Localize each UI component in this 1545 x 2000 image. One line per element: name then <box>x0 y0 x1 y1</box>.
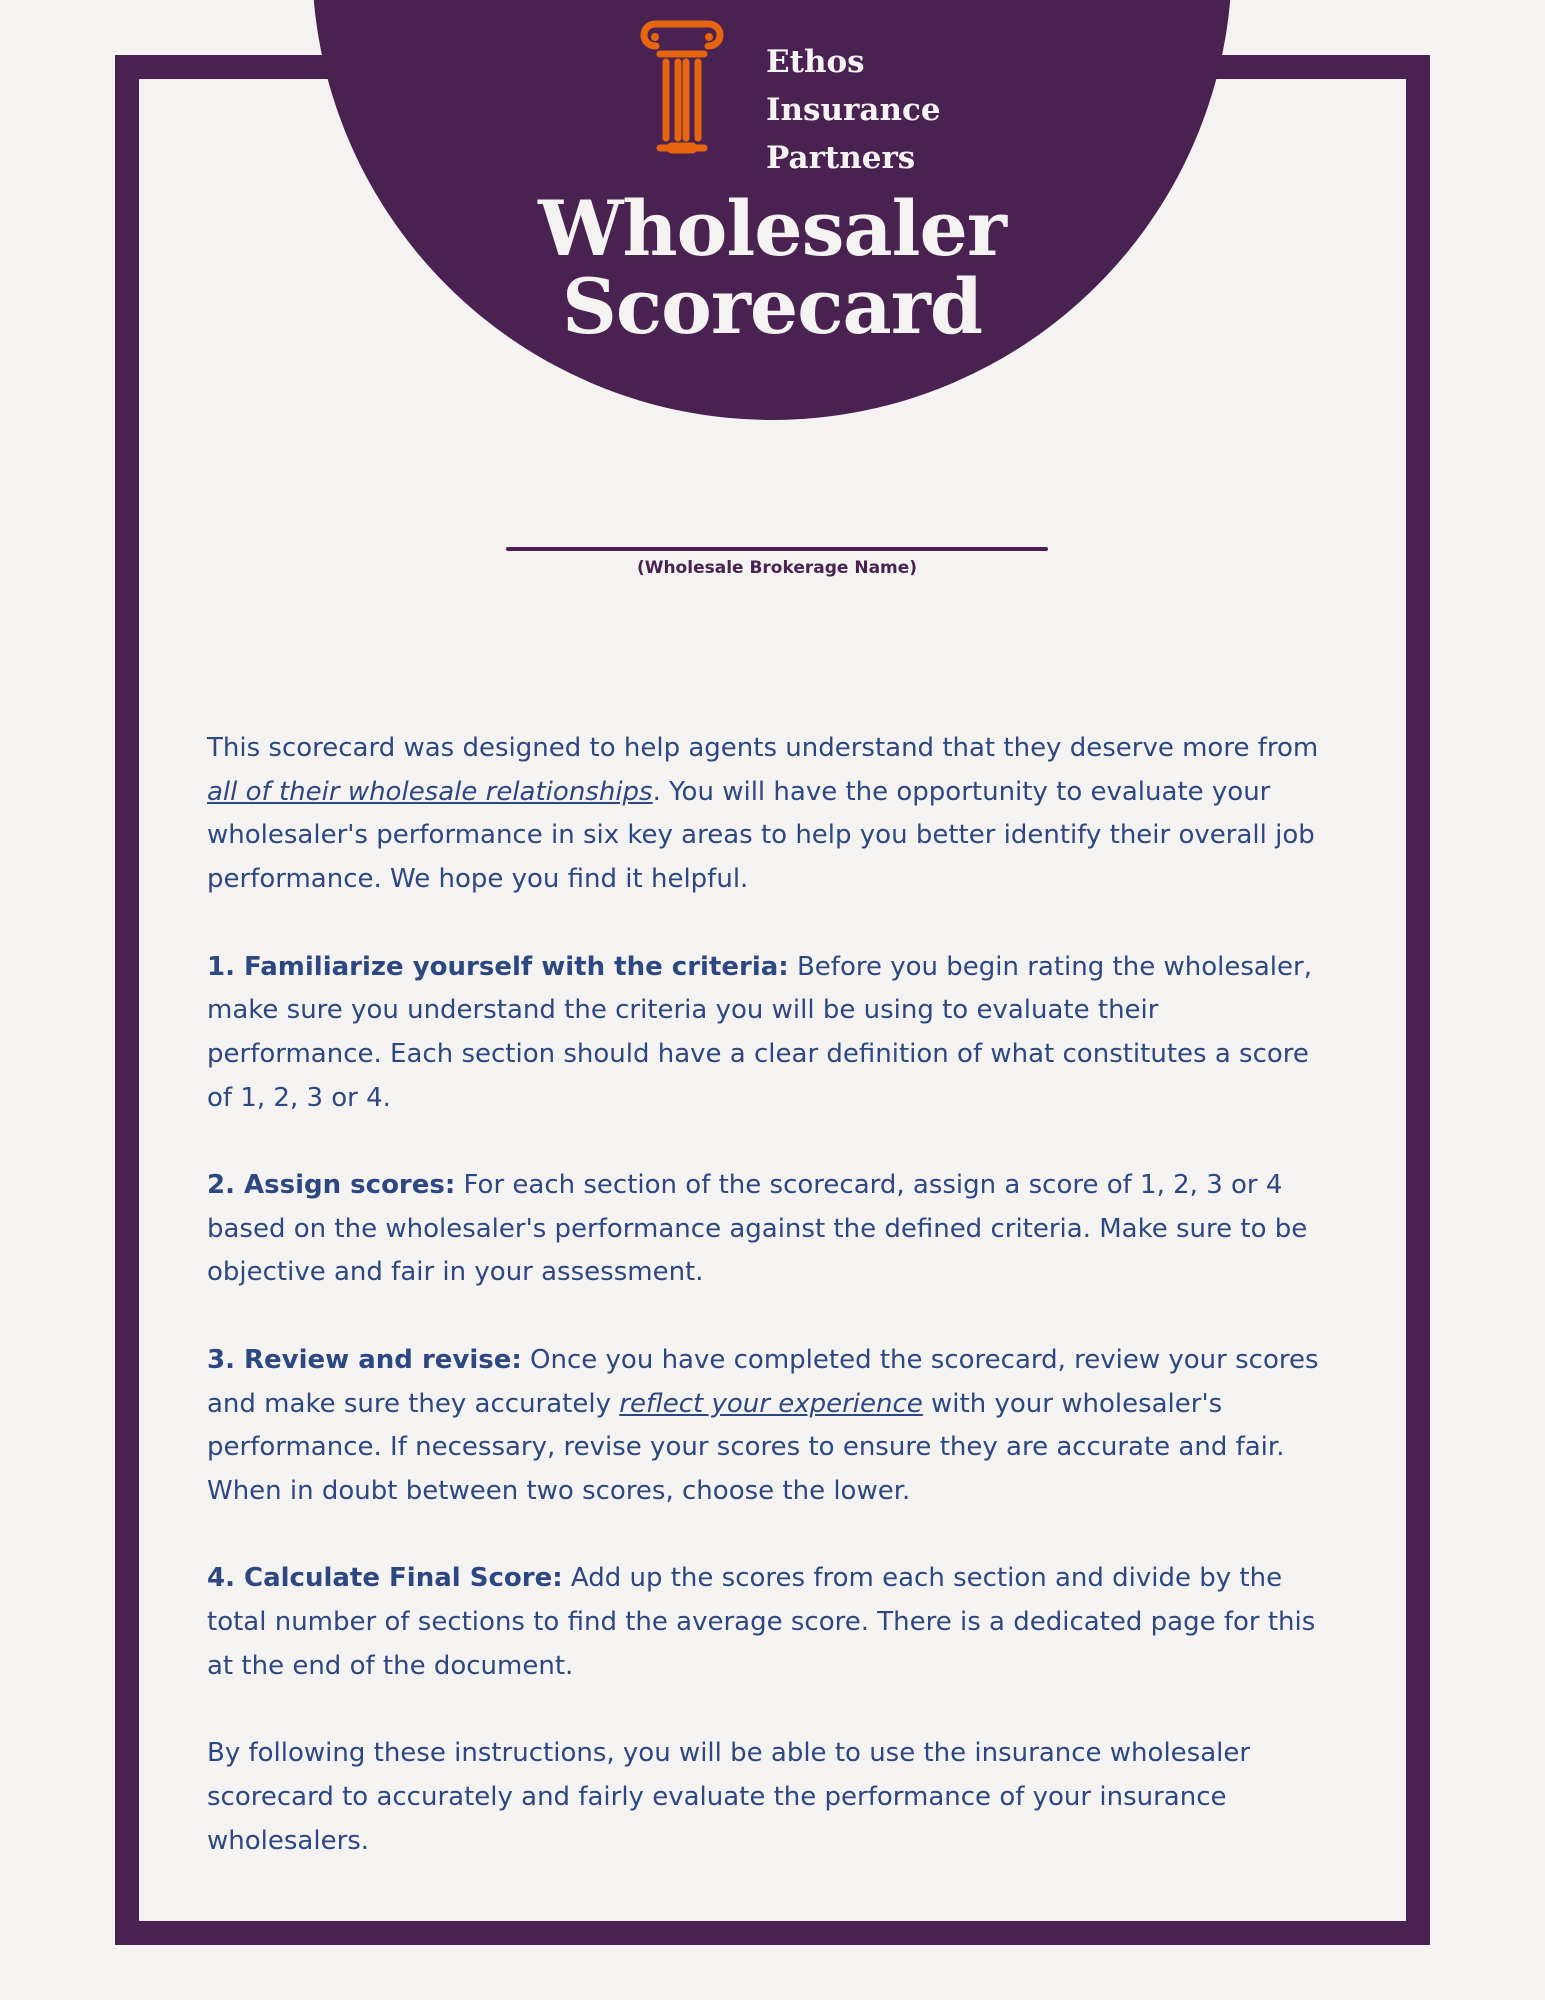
step-2-heading: 2. Assign scores: <box>207 1170 456 1200</box>
intro-emphasis: all of their wholesale relationships <box>207 776 653 807</box>
brokerage-name-caption: (Wholesale Brokerage Name) <box>636 558 918 578</box>
step-1-paragraph <box>207 946 1332 1121</box>
page-title-line-2: Scorecard <box>562 262 982 351</box>
step-3-emphasis: reflect your experience <box>619 1388 923 1419</box>
intro-text-2: . You will have the opportunity to evaluate your wholesaler's performance in six key areas to help you better identify their overall job performance. We hope you find it helpful. <box>207 776 1315 895</box>
step-1-heading: 1. Familiarize yourself with the criteria: <box>207 951 789 982</box>
step-1-text: Before you begin rating the wholesaler, make sure you understand the criteria you will be using to evaluate their performance. Each section should have a clear definition of what constitutes a score of 1, 2, 3 or 4. <box>207 951 1312 1113</box>
brand-logo <box>636 18 956 176</box>
step-4-paragraph <box>207 1557 1332 1688</box>
step-3-text-2: with your wholesaler's performance. If necessary, revise your scores to ensure they are accurate and fair. When in doubt between two scores, choose the lower. <box>207 1388 1285 1506</box>
page-title <box>472 184 1072 351</box>
step-4-heading: 4. Calculate Final Score: <box>207 1563 563 1594</box>
brand-name-line-3: Partners <box>766 140 916 176</box>
brand-name-line-1: Ethos <box>766 44 865 80</box>
brokerage-name-line[interactable] <box>506 547 1048 551</box>
step-4-text: Add up the scores from each section and divide by the total number of sections to find the average score. There is a dedicated page for this at the end of the document. <box>207 1563 1316 1681</box>
closing-paragraph: By following these instructions, you will be able to use the insurance wholesaler scorecard to accurately and fairly evaluate the performance of your insurance wholesalers. <box>207 1738 1251 1856</box>
step-2-text: For each section of the scorecard, assign a score of 1, 2, 3 or 4 based on the wholesaler's performance against the defined criteria. Make sure to be objective and fair in your assessment. <box>207 1170 1308 1288</box>
step-3-paragraph <box>207 1339 1332 1514</box>
intro-text-1: This scorecard was designed to help agents understand that they deserve more from <box>207 733 1319 763</box>
step-2-paragraph <box>207 1164 1332 1295</box>
step-3-heading: 3. Review and revise: <box>207 1344 522 1375</box>
brand-name <box>766 38 941 182</box>
page-title-line-1: Wholesaler <box>538 184 1006 273</box>
instructions-body <box>207 727 1332 1907</box>
brand-name-line-2: Insurance <box>766 92 941 128</box>
intro-paragraph <box>207 727 1332 902</box>
ionic-column-icon <box>636 18 728 158</box>
step-3-text-1: Once you have completed the scorecard, review your scores and make sure they accurately <box>207 1344 1319 1419</box>
